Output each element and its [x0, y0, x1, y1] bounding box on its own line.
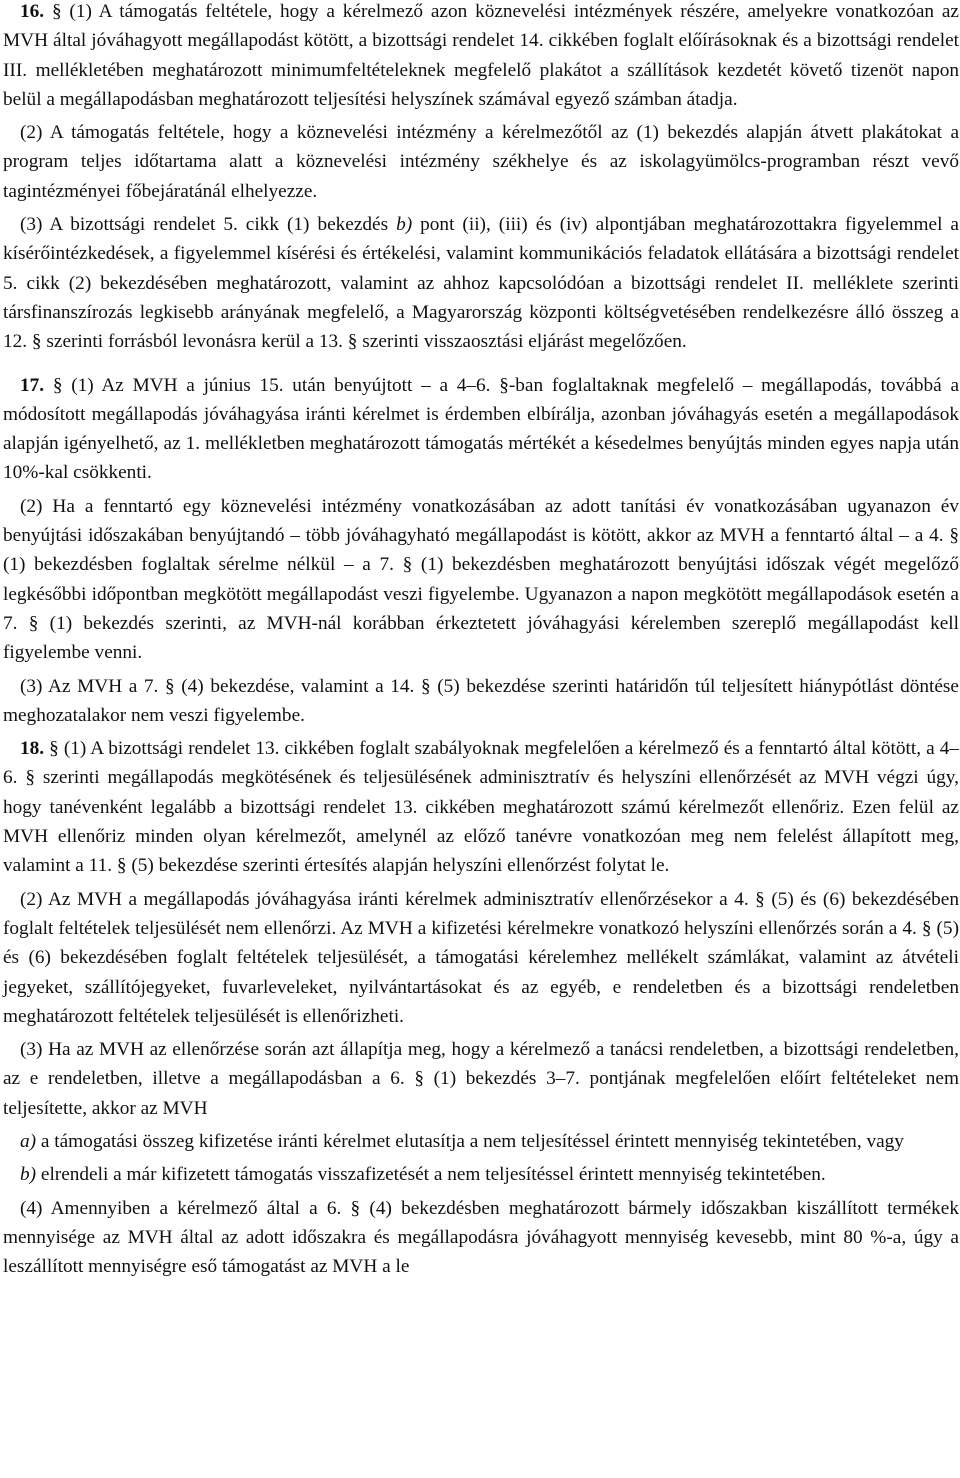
section-16-paragraph-1: [3, 0, 959, 114]
section-number: 16.: [20, 1, 45, 22]
section-17-paragraph-3: (3) Az MVH a 7. § (4) bekezdése, valamint a 14. § (5) bekezdése szerinti határidőn túl teljesített hiánypótlást döntése meghozatalakor nem veszi figyelembe.: [3, 675, 959, 726]
section-number: 18.: [20, 738, 45, 760]
point-label: a): [20, 1130, 37, 1152]
paragraph-text: elrendeli a már kifizetett támogatás visszafizetését a nem teljesítéssel érintett mennyiség tekintetében.: [36, 1164, 826, 1186]
paragraph-text: § (1) Az MVH a június 15. után benyújtott – a 4–6. §-ban foglaltaknak megfelelő – megállapodás, továbbá a módosított megállapodás jóváhagyása iránti kérelmet is érdemben elbírálja, azonban jóváhagyás esetén a megállapodások alapján igényelhető, az 1. mellékletben meghatározott támogatás mértékét a késedelmes benyújtás minden egyes napja után 10%-kal csökkenti.: [3, 374, 959, 484]
section-18-point-a: [3, 1127, 959, 1156]
section-18-paragraph-4: (4) Amennyiben a kérelmező által a 6. § (4) bekezdésben meghatározott bármely időszakban kiszállított termékek mennyisége az MVH által az adott időszakra és megállapodásra jóváhagyott mennyiség kevesebb, mint 80 %-a, úgy a leszállított mennyiségre eső támogatást az MVH a le: [3, 1197, 959, 1278]
paragraph-text: (3) A bizottsági rendelet 5. cikk (1) bekezdés: [20, 214, 397, 236]
section-18-point-b: [3, 1160, 959, 1189]
section-17-paragraph-1: [3, 371, 959, 488]
paragraph-text: pont (ii), (iii) és (iv) alpontjában meghatározottakra figyelemmel a kísérőintézkedések, a figyelemmel kísérési és értékelési, valamint kommunikációs feladatok ellátására a bizottsági rendelet 5. cikk (2) bekezdésében meghatározott, valamint az ahhoz kapcsolódóan a bizottsági rendelet II. melléklete szerinti társfinanszírozás legkisebb arányának megfelelő, a Magyarország központi költségvetésében rendelkezésre álló összeg a 12. § szerinti forrásból levonásra kerül a 13. § szerinti visszaosztási eljárást megelőzően.: [3, 214, 959, 353]
point-label: b): [20, 1164, 37, 1186]
section-16-paragraph-3: [3, 210, 959, 356]
paragraph-text: § (1) A bizottsági rendelet 13. cikkében foglalt szabályoknak megfelelően a kérelmező és a fenntartó által kötött, a 4–6. § szerinti megállapodás megkötésének és teljesülésének adminisztratív és helyszíni ellenőrzését az MVH végzi úgy, hogy tanévenként legalább a bizottsági rendelet 13. cikkében meghatározott számú kérelmezőt ellenőriz. Ezen felül az MVH ellenőriz minden olyan kérelmezőt, amelynél az előző tanévre vonatkozóan meg nem felelést állapított meg, valamint a 11. § (5) bekezdése szerinti értesítés alapján helyszíni ellenőrzést folytat le.: [3, 738, 959, 877]
section-number: 17.: [20, 374, 45, 396]
section-18-paragraph-1: [3, 734, 959, 880]
section-16-paragraph-2: (2) A támogatás feltétele, hogy a köznevelési intézmény a kérelmezőtől az (1) bekezdés alapján átvett plakátokat a program teljes időtartama alatt a köznevelési intézmény székhelye és az iskolagyümölcs-programban részt vevő tagintézményei főbejáratánál elhelyezze.: [3, 122, 959, 202]
point-label: b): [396, 214, 413, 236]
paragraph-text: a támogatási összeg kifizetése iránti kérelmet elutasítja a nem teljesítéssel érintett mennyiség tekintetében, vagy: [36, 1130, 904, 1152]
section-17-paragraph-2: (2) Ha a fenntartó egy köznevelési intézmény vonatkozásában az adott tanítási év vonatkozásában ugyanazon év benyújtási időszakában benyújtandó – több jóváhagyható megállapodást is kötött, akkor az MVH a fenntartó által – a 4. § (1) bekezdésben foglaltak sérelme nélkül – a 7. § (1) bekezdésben meghatározott benyújtási időszak végét megelőző legkésőbbi időpontban megkötött megállapodást veszi figyelembe. Ugyanazon a napon megkötött megállapodások esetén a 7. § (1) bekezdés szerinti, az MVH-nál korábban érkeztetett jóváhagyási kérelemben szereplő megállapodást kell figyelembe venni.: [3, 495, 959, 664]
section-18-paragraph-3: (3) Ha az MVH az ellenőrzése során azt állapítja meg, hogy a kérelmező a tanácsi rendeletben, a bizottsági rendeletben, az e rendeletben, illetve a megállapodásban a 6. § (1) bekezdés 3–7. pontjának megfelelően előírt feltételeket nem teljesítette, akkor az MVH: [3, 1039, 959, 1119]
section-18-paragraph-2: (2) Az MVH a megállapodás jóváhagyása iránti kérelmek adminisztratív ellenőrzésekor a 4. § (5) és (6) bekezdésében foglalt feltételek teljesülését nem ellenőrzi. Az MVH a kifizetési kérelmekre vonatkozó helyszíni ellenőrzés során a 4. § (5) és (6) bekezdésében foglalt feltételek teljesülését, a támogatási kérelemhez mellékelt számlákat, valamint az átvételi jegyeket, szállítójegyeket, fuvarleveleket, nyilvántartásokat és az egyéb, e rendeletben és a bizottsági rendeletben meghatározott feltételek teljesülését is ellenőrizheti.: [3, 888, 959, 1027]
paragraph-text: § (1) A támogatás feltétele, hogy a kérelmező azon köznevelési intézmények részére, amelyekre vonatkozóan az MVH által jóváhagyott megállapodást kötött, a bizottsági rendelet 14. cikkében foglalt előírásoknak és a bizottsági rendelet III. mellékletében meghatározott minimumfeltételeknek megfelelő plakátot a szállítások kezdetét követő tizenöt napon belül a megállapodásban meghatározott teljesítési helyszínek számával egyező számban átadja.: [3, 1, 959, 110]
